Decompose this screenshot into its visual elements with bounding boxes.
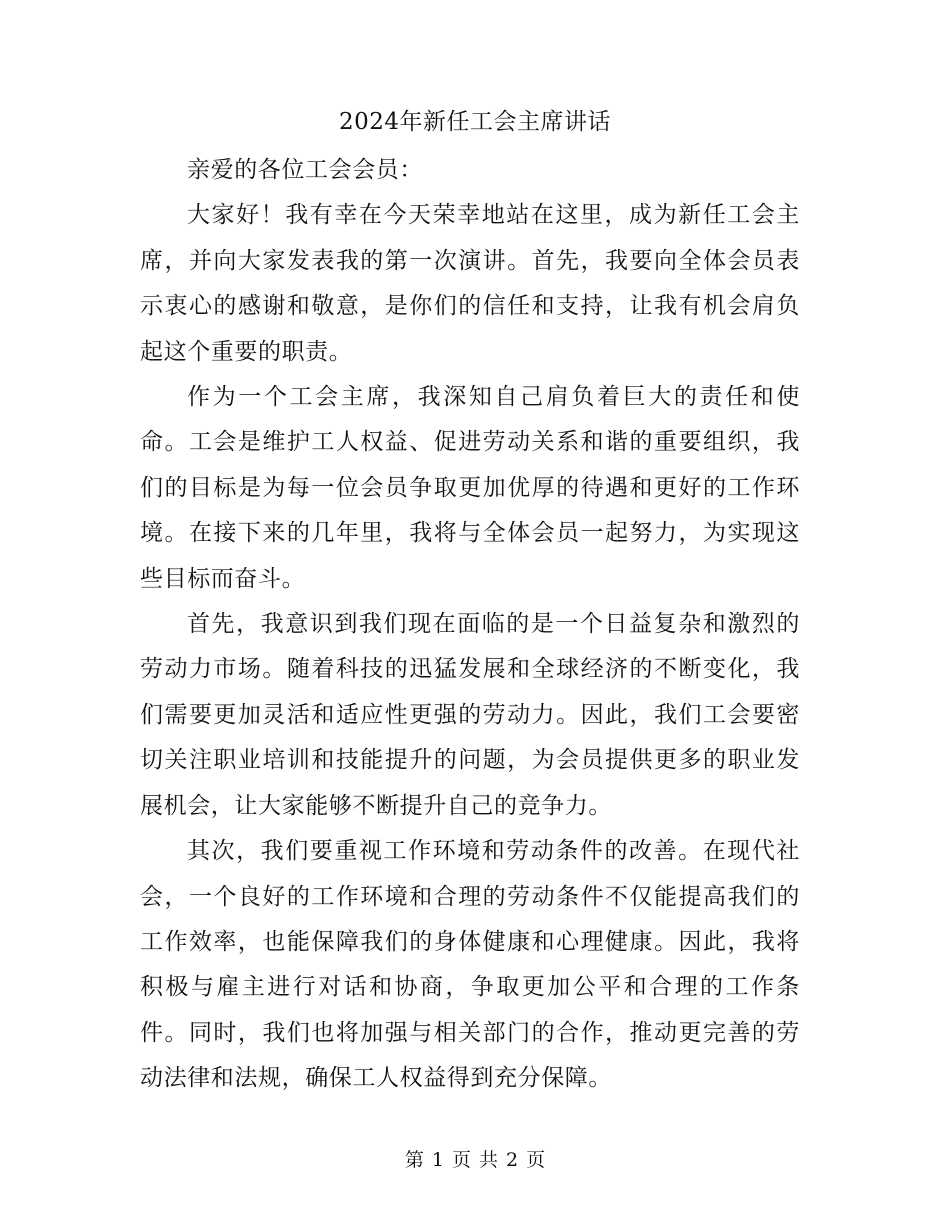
body-paragraph: 首先，我意识到我们现在面临的是一个日益复杂和激烈的劳动力市场。随着科技的迅猛发展和全球经济的不断变化，我们需要更加灵活和适应性更强的劳动力。因此，我们工会要密切关注职业培训和技能提升的问题，为会员提供更多的职业发展机会，让大家能够不断提升自己的竞争力。	[140, 611, 800, 819]
body-paragraph: 大家好！我有幸在今天荣幸地站在这里，成为新任工会主席，并向大家发表我的第一次演讲。首先，我要向全体会员表示衷心的感谢和敬意，是你们的信任和支持，让我有机会肩负起这个重要的职责。	[140, 202, 800, 365]
document-title: 2024年新任工会主席讲话	[338, 109, 612, 135]
body-paragraph: 其次，我们要重视工作环境和劳动条件的改善。在现代社会，一个良好的工作环境和合理的劳动条件不仅能提高我们的工作效率，也能保障我们的身体健康和心理健康。因此，我将积极与雇主进行对话和协商，争取更加公平和合理的工作条件。同时，我们也将加强与相关部门的合作，推动更完善的劳动法律和法规，确保工人权益得到充分保障。	[140, 838, 800, 1092]
page-footer: 第 1 页 共 2 页	[404, 1149, 546, 1171]
salutation-paragraph: 亲爱的各位工会会员：	[187, 157, 423, 183]
body-paragraph: 作为一个工会主席，我深知自己肩负着巨大的责任和使命。工会是维护工人权益、促进劳动关系和谐的重要组织，我们的目标是为每一位会员争取更加优厚的待遇和更好的工作环境。在接下来的几年里，我将与全体会员一起努力，为实现这些目标而奋斗。	[140, 384, 800, 592]
document-body	[140, 148, 800, 1102]
